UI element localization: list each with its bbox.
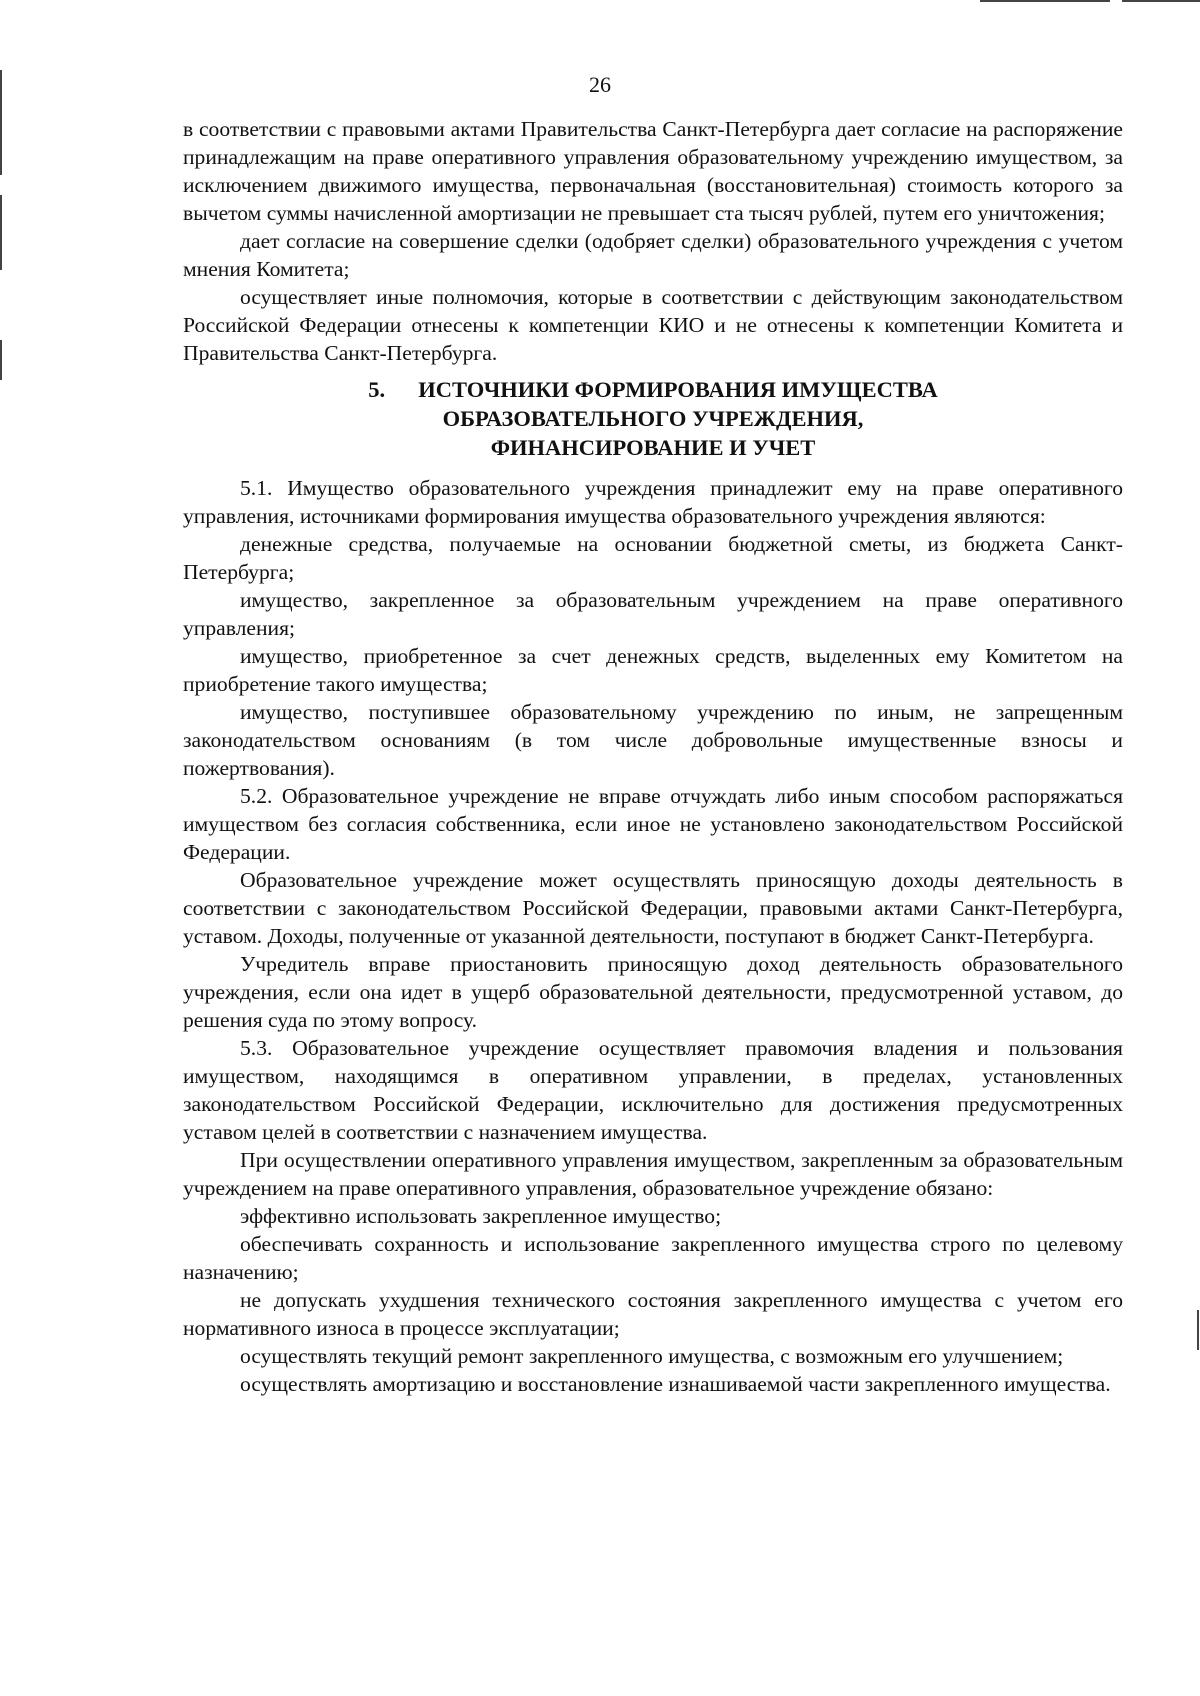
paragraph: осуществляет иные полномочия, которые в соответствии с действующим законодательством Российской Федерации отнесены к компетенции КИО и не отнесены к компетенции Комитета и Правительства Санкт-Петербурга. bbox=[183, 285, 1123, 365]
paragraph: эффективно использовать закрепленное имущество; bbox=[240, 1204, 722, 1228]
paragraph: дает согласие на совершение сделки (одобряет сделки) образовательного учреждения с учетом мнения Комитета; bbox=[183, 229, 1123, 281]
section-heading bbox=[183, 375, 1123, 462]
paragraph: 5.1. Имущество образовательного учреждения принадлежит ему на праве оперативного управления, источниками формирования имущества образовательного учреждения являются: bbox=[183, 476, 1123, 528]
section-title-3: ФИНАНСИРОВАНИЕ И УЧЕТ bbox=[490, 435, 816, 460]
paragraph: осуществлять амортизацию и восстановление изнашиваемой части закрепленного имущества. bbox=[240, 1372, 1111, 1396]
scan-edge-mark bbox=[0, 340, 2, 380]
paragraph: 5.3. Образовательное учреждение осуществляет правомочия владения и пользования имуществом, находящимся в оперативном управлении, в пределах, установленных законодательством Российской Федерации, исключительно для достижения предусмотренных уставом целей в соответствии с назначением имущества. bbox=[183, 1036, 1123, 1144]
section-heading-line-1 bbox=[183, 375, 1123, 404]
paragraph: Образовательное учреждение может осуществлять приносящую доходы деятельность в соответствии с законодательством Российской Федерации, правовыми актами Санкт-Петербурга, уставом. Доходы, полученные от указанной деятельности, поступают в бюджет Санкт-Петербурга. bbox=[183, 868, 1123, 948]
paragraph: имущество, приобретенное за счет денежных средств, выделенных ему Комитетом на приобретение такого имущества; bbox=[183, 644, 1123, 696]
scan-edge-mark bbox=[1197, 1310, 1199, 1350]
paragraph: Учредитель вправе приостановить приносящую доход деятельность образовательного учреждения, если она идет в ущерб образовательной деятельности, предусмотренной уставом, до решения суда по этому вопросу. bbox=[183, 952, 1123, 1032]
scan-edge-mark bbox=[1122, 0, 1200, 2]
section-title-2: ОБРАЗОВАТЕЛЬНОГО УЧРЕЖДЕНИЯ, bbox=[442, 406, 864, 431]
section-title-1: ИСТОЧНИКИ ФОРМИРОВАНИЯ ИМУЩЕСТВА bbox=[418, 377, 938, 402]
scan-edge-mark bbox=[980, 0, 1110, 2]
paragraph: имущество, поступившее образовательному учреждению по иным, не запрещенным законодательством основаниям (в том числе добровольные имущественные взносы и пожертвования). bbox=[183, 700, 1123, 780]
scan-edge-mark bbox=[0, 195, 2, 270]
paragraph: обеспечивать сохранность и использование закрепленного имущества строго по целевому назначению; bbox=[183, 1232, 1123, 1284]
paragraph: в соответствии с правовыми актами Правительства Санкт-Петербурга дает согласие на распоряжение принадлежащим на праве оперативного управления образовательному учреждению имуществом, за исключением движимого имущества, первоначальная (восстановительная) стоимость которого за вычетом суммы начисленной амортизации не превышает ста тысяч рублей, путем его уничтожения; bbox=[183, 117, 1123, 225]
paragraph: 5.2. Образовательное учреждение не вправе отчуждать либо иным способом распоряжаться имуществом без согласия собственника, если иное не установлено законодательством Российской Федерации. bbox=[183, 784, 1123, 864]
section-number: 5. bbox=[368, 377, 386, 402]
document-body bbox=[183, 115, 1123, 1398]
page-number: 26 bbox=[589, 72, 611, 97]
paragraph: При осуществлении оперативного управления имуществом, закрепленным за образовательным учреждением на праве оперативного управления, образовательное учреждение обязано: bbox=[183, 1148, 1123, 1200]
paragraph: денежные средства, получаемые на основании бюджетной сметы, из бюджета Санкт-Петербурга; bbox=[183, 532, 1123, 584]
paragraph: не допускать ухудшения технического состояния закрепленного имущества с учетом его нормативного износа в процессе эксплуатации; bbox=[183, 1288, 1123, 1340]
paragraph: осуществлять текущий ремонт закрепленного имущества, с возможным его улучшением; bbox=[240, 1344, 1064, 1368]
paragraph: имущество, закрепленное за образовательным учреждением на праве оперативного управления; bbox=[183, 588, 1123, 640]
